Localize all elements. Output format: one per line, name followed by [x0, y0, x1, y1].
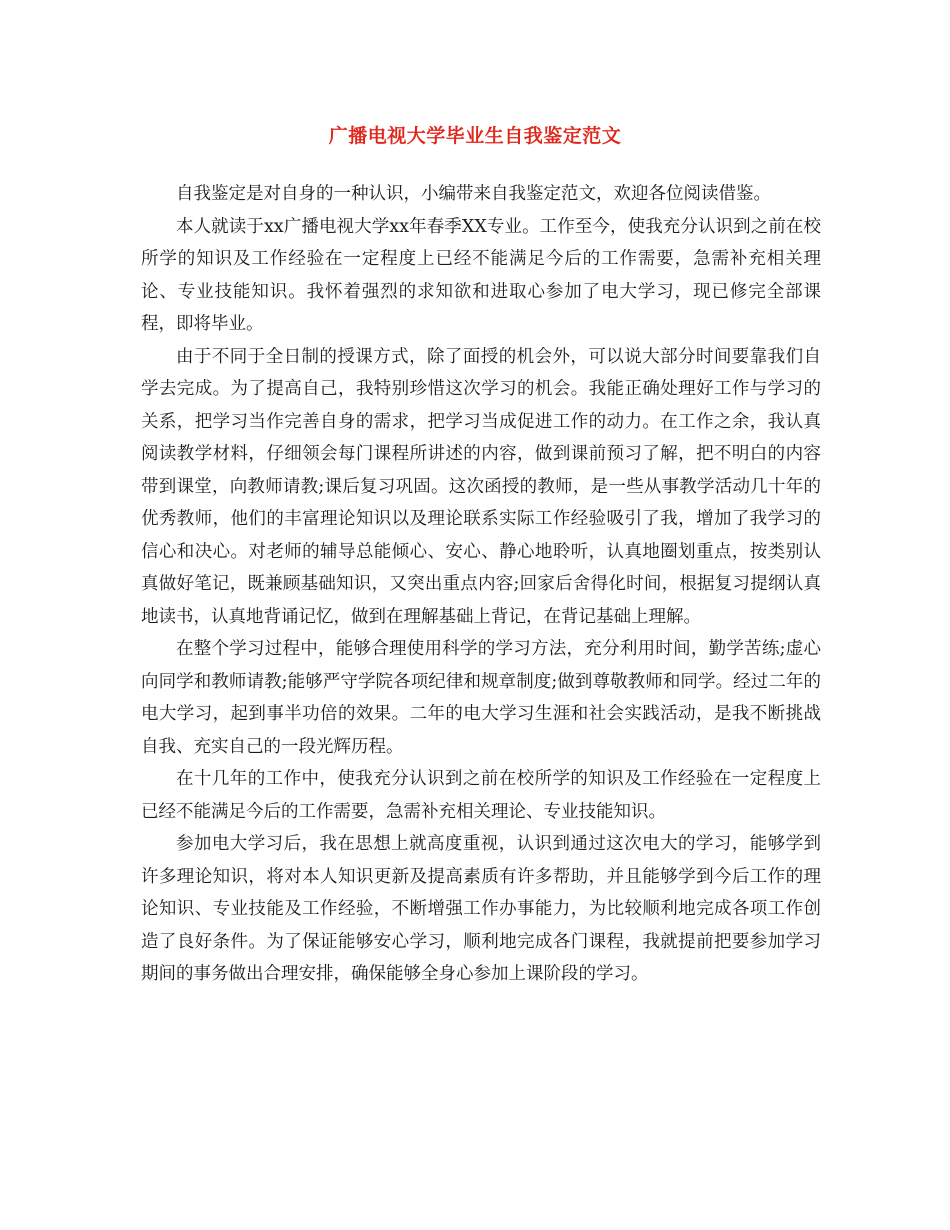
paragraph-study-method: 由于不同于全日制的授课方式，除了面授的机会外，可以说大部分时间要靠我们自学去完成。为了提高自己，我特别珍惜这次学习的机会。我能正确处理好工作与学习的关系，把学习当作完善自身的需求，把学习当成促进工作的动力。在工作之余，我认真阅读教学材料，仔细领会每门课程所讲述的内容，做到课前预习了解，把不明白的内容带到课堂，向教师请教;课后复习巩固。这次函授的教师，是一些从事教学活动几十年的优秀教师，他们的丰富理论知识以及理论联系实际工作经验吸引了我，增加了我学习的信心和决心。对老师的辅导总能倾心、安心、静心地聆听，认真地圈划重点，按类别认真做好笔记，既兼顾基础知识，又突出重点内容;回家后舍得化时间，根据复习提纲认真地读书，认真地背诵记忆，做到在理解基础上背记，在背记基础上理解。 [141, 346, 821, 627]
paragraph-learning-process: 在整个学习过程中，能够合理使用科学的学习方法，充分利用时间，勤学苦练;虚心向同学和教师请教;能够严守学院各项纪律和规章制度;做到尊敬教师和同学。经过二年的电大学习，起到事半功倍的效果。二年的电大学习生涯和社会实践活动，是我不断挑战自我、充实自己的一段光辉历程。 [141, 639, 821, 757]
paragraph-attitude: 参加电大学习后，我在思想上就高度重视，认识到通过这次电大的学习，能够学到许多理论知识，将对本人知识更新及提高素质有许多帮助，并且能够学到今后工作的理论知识、专业技能及工作经验，不断增强工作办事能力，为比较顺利地完成各项工作创造了良好条件。为了保证能够安心学习，顺利地完成各门课程，我就提前把要参加学习期间的事务做出合理安排，确保能够全身心参加上课阶段的学习。 [141, 834, 821, 984]
paragraph-intro: 自我鉴定是对自身的一种认识，小编带来自我鉴定范文，欢迎各位阅读借鉴。 [176, 184, 771, 204]
document-body [141, 178, 821, 991]
paragraph-background: 本人就读于xx广播电视大学xx年春季XX专业。工作至今，使我充分认识到之前在校所学的知识及工作经验在一定程度上已经不能满足今后的工作需要，急需补充相关理论、专业技能知识。我怀着强烈的求知欲和进取心参加了电大学习，现已修完全部课程，即将毕业。 [141, 216, 821, 334]
document-title: 广播电视大学毕业生自我鉴定范文 [328, 125, 622, 147]
paragraph-work-experience: 在十几年的工作中，使我充分认识到之前在校所学的知识及工作经验在一定程度上已经不能满足今后的工作需要，急需补充相关理论、专业技能知识。 [141, 769, 821, 822]
